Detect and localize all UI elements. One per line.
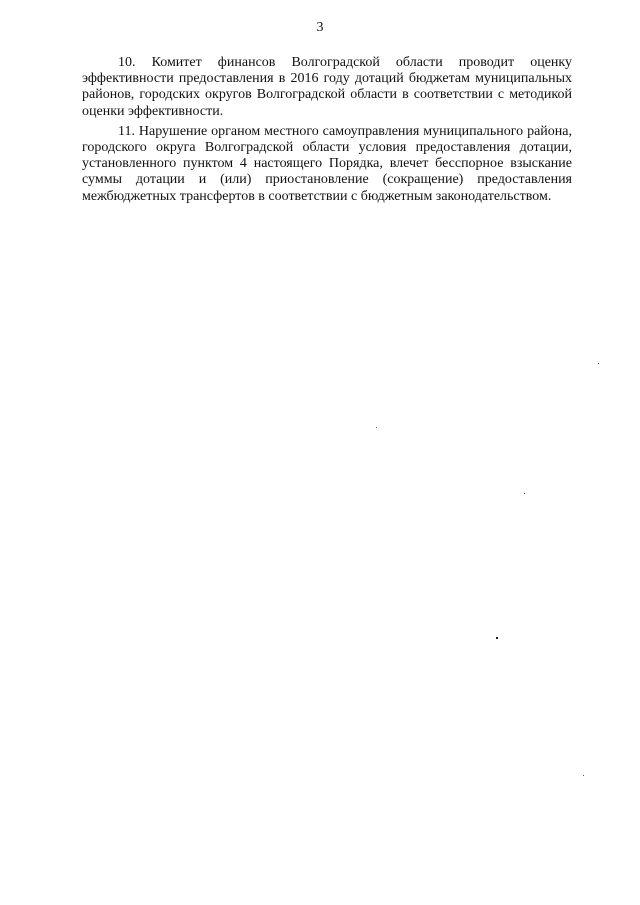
scan-speck bbox=[583, 775, 584, 776]
scan-speck bbox=[598, 363, 599, 364]
paragraph-11: 11. Нарушение органом местного самоуправления муниципального района, городского округа Волгоградской области условия предоставления дотации, установленного пунктом 4 настоящего Порядка, влечет бесспорное взыскание суммы дотации и (или) приостановление (сокращение) предоставления межбюджетных трансфертов в соответствии с бюджетным законодательством. bbox=[82, 123, 572, 204]
scan-speck bbox=[524, 493, 525, 494]
document-body bbox=[82, 55, 572, 209]
scan-speck bbox=[496, 637, 498, 639]
scan-speck bbox=[376, 427, 377, 428]
page-number: 3 bbox=[316, 20, 324, 35]
paragraph-10: 10. Комитет финансов Волгоградской области проводит оценку эффективности предоставления в 2016 году дотаций бюджетам муниципальных районов, городских округов Волгоградской области в соответствии с методикой оценки эффективности. bbox=[82, 55, 572, 119]
